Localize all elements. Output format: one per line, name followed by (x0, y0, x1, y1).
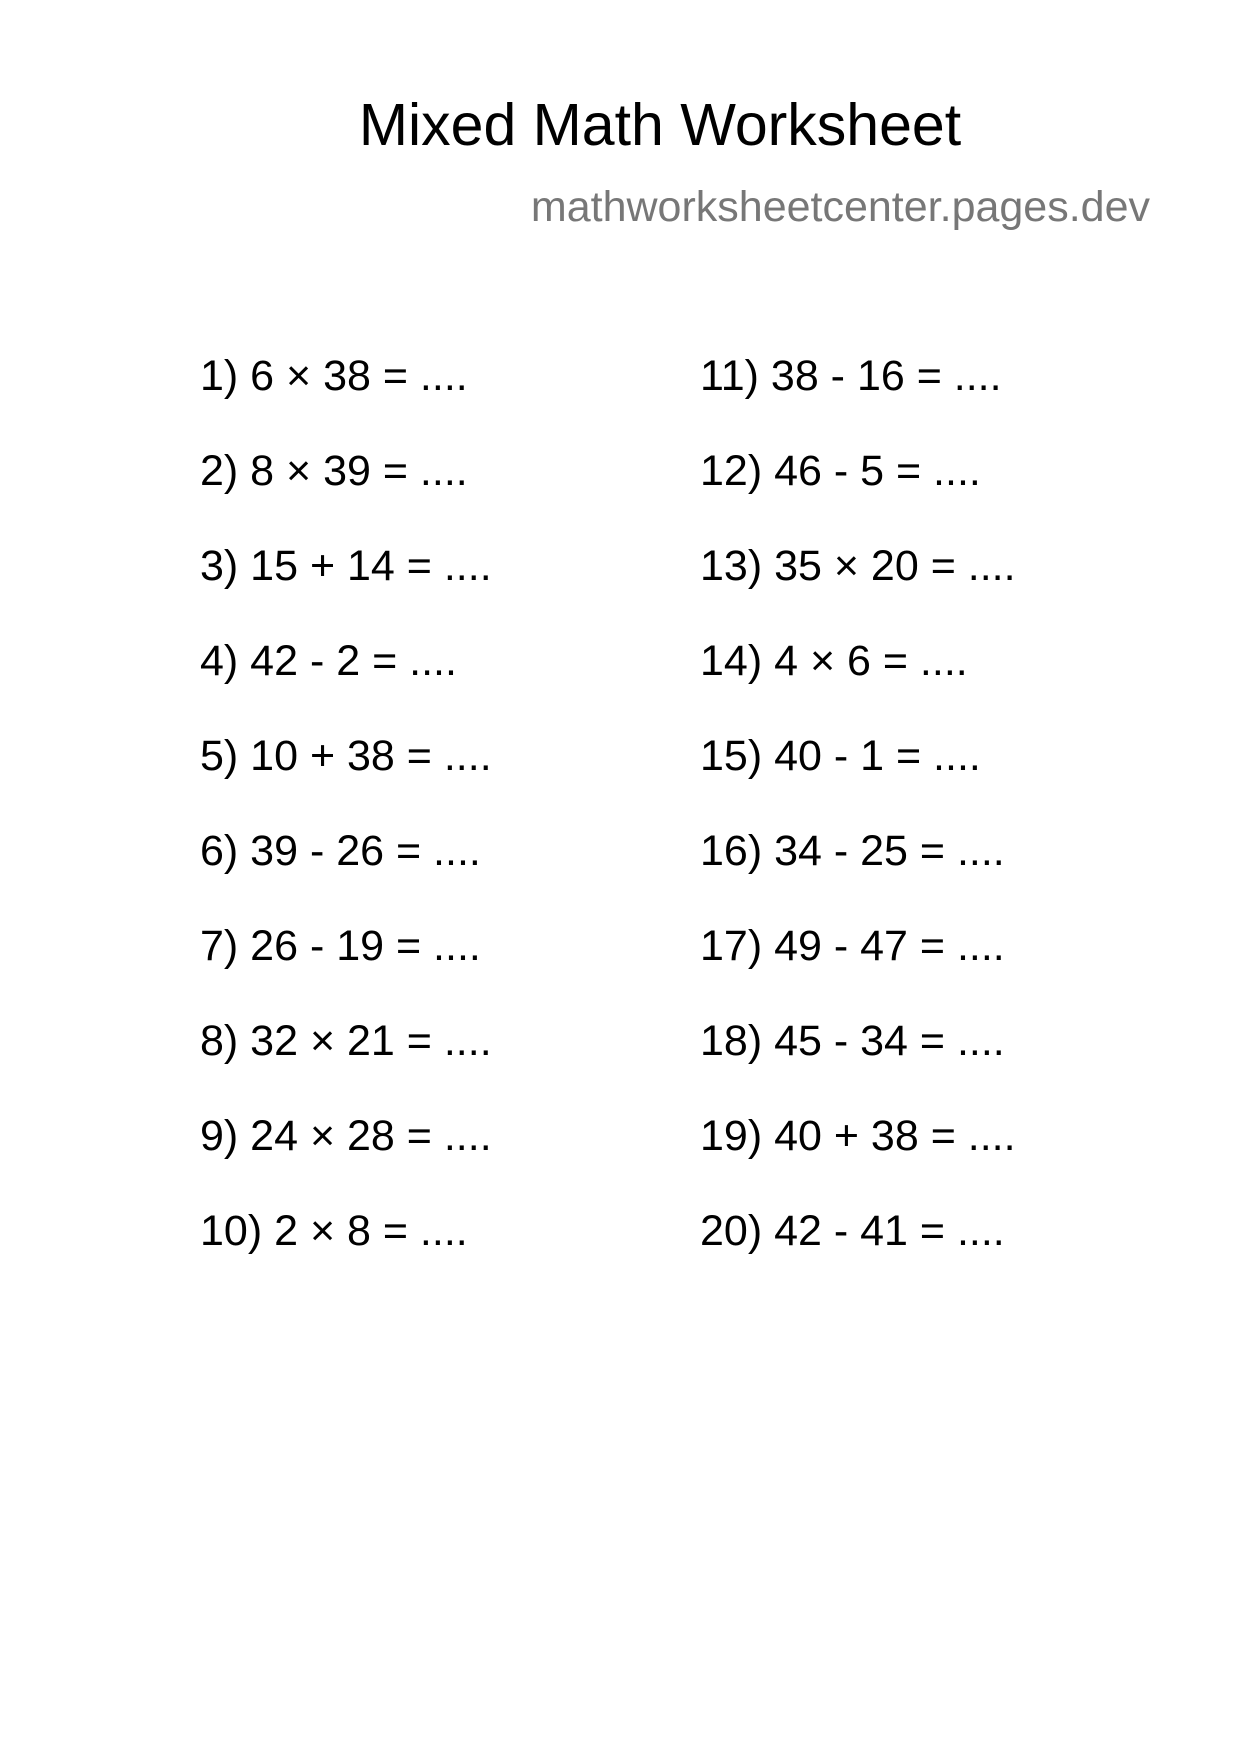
problem-15: 15) 40 - 1 = .... (700, 732, 981, 780)
problem-5: 5) 10 + 38 = .... (200, 732, 492, 780)
problem-4: 4) 42 - 2 = .... (200, 637, 457, 685)
problem-13: 13) 35 × 20 = .... (700, 542, 1016, 590)
problem-9: 9) 24 × 28 = .... (200, 1112, 492, 1160)
problem-12: 12) 46 - 5 = .... (700, 447, 981, 495)
problem-10: 10) 2 × 8 = .... (200, 1207, 468, 1255)
problem-17: 17) 49 - 47 = .... (700, 922, 1005, 970)
problem-1: 1) 6 × 38 = .... (200, 352, 468, 400)
problem-7: 7) 26 - 19 = .... (200, 922, 481, 970)
problem-16: 16) 34 - 25 = .... (700, 827, 1005, 875)
problem-6: 6) 39 - 26 = .... (200, 827, 481, 875)
problem-18: 18) 45 - 34 = .... (700, 1017, 1005, 1065)
page-title: Mixed Math Worksheet (358, 92, 962, 158)
problem-19: 19) 40 + 38 = .... (700, 1112, 1016, 1160)
source-url: mathworksheetcenter.pages.dev (530, 183, 1150, 231)
problem-2: 2) 8 × 39 = .... (200, 447, 468, 495)
problem-14: 14) 4 × 6 = .... (700, 637, 968, 685)
problem-11: 11) 38 - 16 = .... (700, 352, 1002, 400)
problem-20: 20) 42 - 41 = .... (700, 1207, 1005, 1255)
problem-3: 3) 15 + 14 = .... (200, 542, 492, 590)
problem-8: 8) 32 × 21 = .... (200, 1017, 492, 1065)
